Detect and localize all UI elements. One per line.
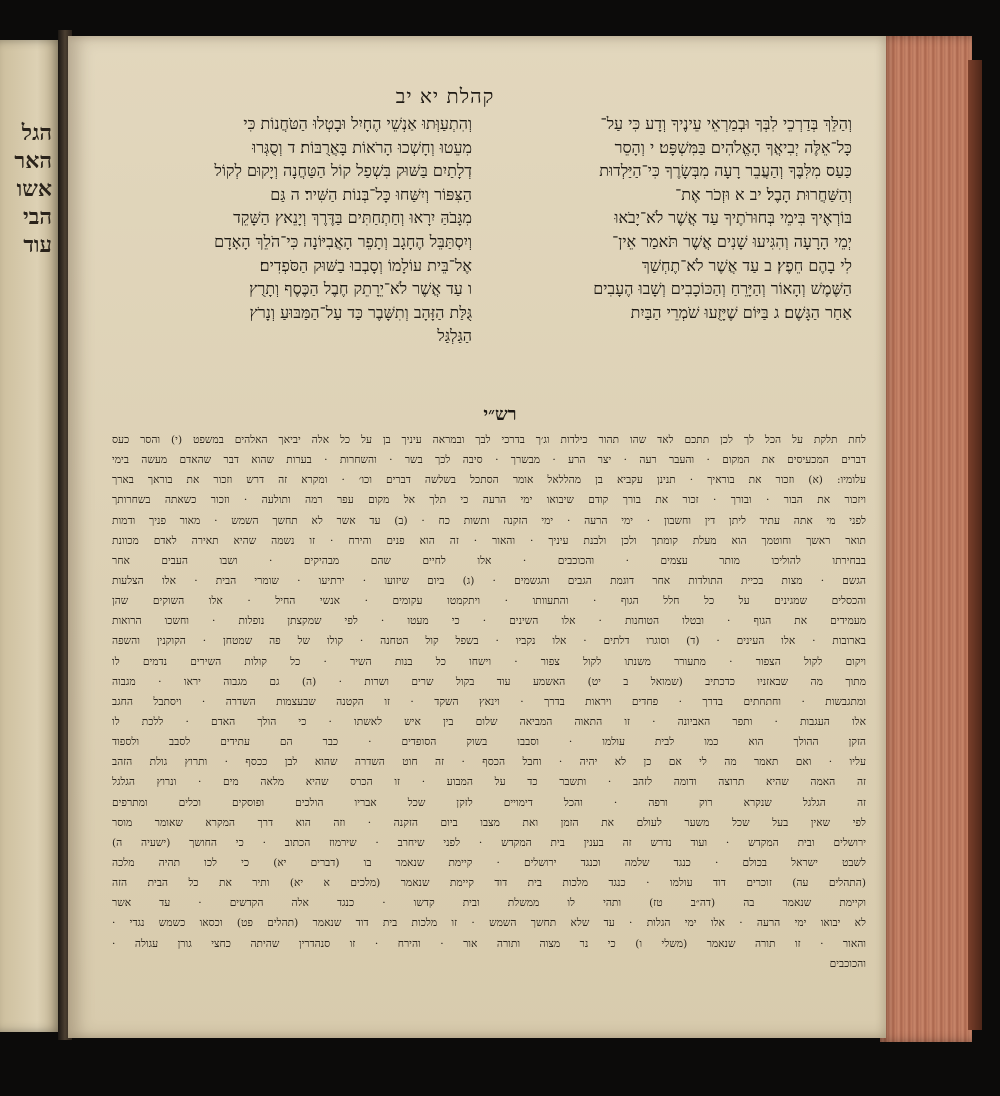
facing-page-text: הבי [22,204,52,230]
commentary-line: לחת תלקת על הכל לך לכן תתכם לאד שהו תהור כילדות וג׳ך בדרכי לבך ובמראה עיניך בן על כל אלה יביאך האלהים במשפט (י) והסר כעס [112,434,866,446]
commentary-line: והאור · זו תורה שנאמר (משלי ו) כי נר מצוה ותורה אור · והירח · זו סנהדרין שהיתה כחצי גורן עגולה · [112,937,866,950]
commentary-line: הגשם · מצות בכיית התולדות אחר דוגמת הגבים והגשמים · (ג) ביום שיזועו · ירתיעו · שומרי הבית · אלו הצלעות [112,574,866,587]
running-header: קהלת יא יב [395,84,495,108]
commentary-line: לא יבואו ימי הרעה · אלו ימי הגלות · עד שלא תחשך השמש · זו מלכות בית דוד שנאמר (תהלים פט) וכסאו כשמש נגדי · [112,917,866,930]
commentary-line: בארובות · אלו העינים · (ד) וסוגרו דלתים · אלו נקביו · בשפל קול הטחנה · קולו של פה שמטחן · הקוקנין והשפה [112,635,866,648]
commentary-line: לפני מי אתה עתיד ליתן דין וחשבון · ימי הרעה · ימי הזקנה ותשות כח · (ב) עד אשר לא תחשך השמש · מאור פניך ודמות [112,514,866,527]
commentary-line: והכסלים שמגינים על כל חלל הגוף · והתעוותו · ויתקמטו עקומים · אנשי החיל · אלו השוקים שהן [112,595,866,608]
verse-line: לִי בָהֶם חֵפֶץ׃ ב עַד אֲשֶׁר לֹא־תֶחְשַׁךְ [641,255,852,275]
commentary-line: (התהלים עה) זוכרים דוד עולמו · כנגד מלכות בית דוד קיימת שנאמר (מלכים א יא) ותיר את כל הבית הזה [112,877,866,890]
commentary-line: עלומיו: (א) וזכור את בוראיך · תנינן עקביא בן מהללאל אומר הסתכל בשלשה דברים וכו׳ · ומקרא זה דרש וזכור את בוראך בארך [112,474,866,487]
verse-line: הַצִּפּוֹר וְיִשַּׁחוּ כָּל־בְּנוֹת הַשִּׁיר׃ ה גַּם [270,184,472,204]
verse-line: מִעֵטוּ וְחָשְׁכוּ הָרֹאוֹת בָּאֲרֻבּוֹת׃ ד וְסֻגְּרוּ [252,137,472,157]
commentary-line: ויקום לקול הצפור · מתעורר משנתו לקול צפור · וישחו כל בנות השיר · כל קולות השירים נדמים לו [112,655,866,668]
commentary-line: מתוך מה שבאזניו כדכתיב (שמואל ב יט) האשמע עוד בקול שרים ושרות · (ה) גם מגבוה יראו · מגבוה [112,675,866,688]
commentary-line: וקיימת שנאמר בה (דה״ב טז) ותהי לו ממשלת ובית קדשו · כנגד אלה הקדשים · עד אשר [112,897,866,910]
verse-line: מִגָּבֹהַּ יִרָאוּ וְחַתְחַתִּים בַּדֶּרֶךְ וְיָנֵאץ הַשָּׁקֵד [233,208,472,228]
verse-line: כָּל־אֵלֶּה יְבִיאֲךָ הָאֱלֹהִים בַּמִּשְׁפָּט׃ י וְהָסֵר [614,137,852,157]
verse-line: אֶל־בֵּית עוֹלָמוֹ וְסָבְבוּ בַשּׁוּק הַסֹּפְדִים׃ [259,255,472,275]
verse-line: וְהַלֵּךְ בְּדַרְכֵי לִבְּךָ וּבְמַרְאֵי עֵינֶיךָ וְדָע כִּי עַל־ [600,114,852,133]
commentary-line: ומתגבשות · וחתחתים בדרך · פחדים ויראות בדרך · וינאץ השקד · זו הקטנה שבעצמות השדרה · ויסתבל החגב [112,695,866,708]
rashi-commentary [112,430,866,974]
verse-line: וְהִתְעַוְּתוּ אַנְשֵׁי הֶחָיִל וּבָטְלוּ הַטֹּחֲנוֹת כִּי [243,114,472,133]
commentary-line: עליו · ואם תאמר מה לי אם כן לא יהיה · וחבל הכסף · זה חוט השדרה שהוא לבן ככסף · ותרוץ גולת הזהב [112,756,866,769]
facing-page-text: הגל [21,120,52,146]
commentary-line: לפי שאין בעל שכל משער לעולם את הזמן ואת מצבו ביום הזקנה · וזה הוא דרך המקרא שאומר מוסר [112,816,866,829]
commentary-line: זה האמה שהיא תרוצה ודומה לזהב · ותשבר כד על המבוע · זו הכרס שהיא מלאה מים · ונרוץ הגלגל [112,776,866,789]
verse-line: הַשֶּׁמֶשׁ וְהָאוֹר וְהַיָּרֵחַ וְהַכּוֹכָבִים וְשָׁבוּ הֶעָבִים [593,279,852,299]
facing-page-fragment [0,40,62,1032]
facing-page-text: האר [14,148,52,174]
commentary-line: תואר ראשך וחוטמך הוא מעלת קומתך ולכן ולבנת עיניך · והאור · זה הוא פנים והירח · זו נשמה שהיא תאירה לאדם מכוונת [112,534,866,547]
commentary-line: דברים המכעיסים את המקום · והעבר רעה · יצר הרע · מבשרך · סיבה לכך בשר · והשחרות · בערות שהוא דבר שהאדם מעשה בימי [112,454,866,467]
page-edges [880,36,972,1042]
verse-line: וְיִסְתַּבֵּל הֶחָגָב וְתָפֵר הָאֲבִיּוֹנָה כִּי־הֹלֵךְ הָאָדָם [214,231,472,251]
verse-line: בּוֹרְאֶיךָ בִּימֵי בְּחוּרֹתֶיךָ עַד אֲשֶׁר לֹא־יָבֹאוּ [614,208,852,228]
verse-column-left [100,112,472,402]
commentary-line: ויזכור את הבור · ובורך · זכור את בורך קודם שיבואו ימי הרעה כי תלך אל מקום עפר רמה ותולעה · וזכור כשאתה בשחרותך [112,494,866,507]
book-cover-edge [968,60,982,1030]
commentary-line: בבחירתו להוליכו מותר עצמים · והכוכבים · אלו לחיים שהם מבהיקים · ושבו העבים אחר [112,554,866,567]
commentary-line: לשבט ישראל בכולם · כנגד שלמה וכנגד ירושלים · קיימת שנאמר בו (דברים יא) כי לכו תהיה מלכה [112,856,866,869]
commentary-line: זה הגלגל שנקרא רוק ורפה · והכל דימויים לזקן שכל אבריו הולכים ופוסקים וכלים ומתרפים [112,796,866,809]
commentary-title: רש״י [483,404,517,425]
commentary-line: אלו העגבות · ותפר האביונה · זו התאוה המביאה שלום בין איש לאשתו · כי הולך האדם · ללכת לו [112,715,866,728]
commentary-line: ירושלים ובית המקדש · ועוד נדרש זה בענין בית המקדש · לפני שיחרב · שירמוז הכתוב · כי החושך (ישעיה ה) [112,836,866,849]
commentary-line: הזקן ההולך הוא כמו לבית עולמו · וסבבו בשוק הסופדים · כבר הם עתידים לסבב ולספוד [112,736,866,749]
verse-line: אַחַר הַגָּשֶׁם׃ ג בַּיּוֹם שֶׁיָּזֻעוּ שֹׁמְרֵי הַבַּיִת [630,302,852,322]
verse-line: וְהַשַּׁחֲרוּת הָבֶל׃ יב א וּזְכֹר אֶת־ [675,184,852,204]
verse-line: ו עַד אֲשֶׁר לֹא־יֵרָתֵק חֶבֶל הַכֶּסֶף וְתָרֻץ [249,279,472,299]
verse-line: גֻּלַּת הַזָּהָב וְתִשָּׁבֶר כַּד עַל־הַמַּבּוּעַ וְנָרֹץ [249,302,472,322]
verse-column-right [482,112,852,402]
commentary-line: מעמידים את הגוף · ובטלו הטוחנות · אלו השינים · כי מעטו · לפי שמקצתן נופלות · וחשכו הרואות [112,615,866,628]
verse-line: יְמֵי הָרָעָה וְהִגִּיעוּ שָׁנִים אֲשֶׁר תֹּאמַר אֵין־ [612,231,852,251]
verse-line: דְלָתַיִם בַּשּׁוּק בִּשְׁפַל קוֹל הַטַּחֲנָה וְיָקוּם לְקוֹל [214,161,472,181]
verse-line: כַּעַס מִלִּבֶּךָ וְהַעֲבֵר רָעָה מִבְּשָׂרֶךָ כִּי־הַיַּלְדוּת [599,161,852,181]
facing-page-text: עוד [23,232,52,258]
verse-line: הַגַּלְגַּל [437,326,472,346]
facing-page-text: אשו [16,176,52,202]
commentary-line: והכוכבים [829,957,866,970]
